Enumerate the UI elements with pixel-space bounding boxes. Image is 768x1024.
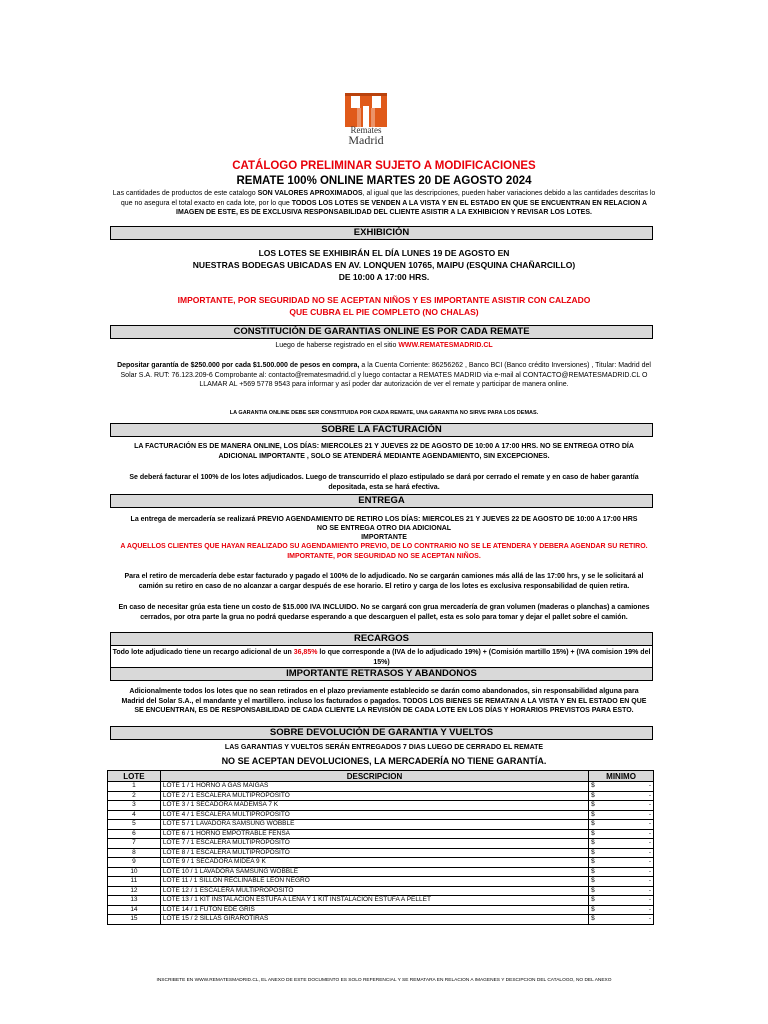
entrega-p1b: NO SE ENTREGA OTRO DIA ADICIONAL [316,525,452,532]
minimum-value: - [648,791,651,799]
column-header-minimo: MINIMO [589,771,654,782]
website-link[interactable]: WWW.REMATESMADRID.CL [398,342,493,349]
table-row [108,886,654,896]
recargos-box [110,645,653,668]
lot-description: LOTE 11 / 1 SILLON RECLINABLE LEON NEGRO [160,877,588,887]
exhibicion-line1: LOS LOTES SE EXHIBIRÁN EL DÍA LUNES 19 DE AGOSTO EN [258,248,510,258]
retrasos-text: Adicionalmente todos los lotes que no sean retirados en el plazo previamente establecido se darán como abandonados, sin responsabilidad alguna para Madrid del Solar S.A., el mandante y el martillero. incluso los facturados o pagados. TODOS LOS BIENES SE REMATAN A LA VISTA Y EN EL ESTADO EN QUE SE ENCUENTRAN, ES DE RESPONSABILIDAD DE CADA CLIENTE LA REVISIÓN DE CADA LOTE EN LOS DÍAS Y HORARIOS PREVISTOS PARA ESTO. [121,688,647,714]
table-row [108,801,654,811]
table-row [108,905,654,915]
recargos-text: Todo lote adjudicado tiene un recargo adicional de un 36,85% lo que corresponde a (IVA de lo adjudicado 19%) + (Comisión martillo 15%) + (IVA comision 19% del 15%) [112,649,651,666]
intro-paragraph: Las cantidades de productos de este catalogo SON VALORES APROXIMADOS, al igual que las descripciones, pueden haber variaciones debido a las cantidades descritas lo que no asegura el total exacto en cada lote, por lo que TODOS LOS LOTES SE VENDEN A LA VISTA Y EN EL ESTADO EN QUE SE ENCUENTRAN EN RELACION A IMAGEN DE ESTE, ES DE EXCLUSIVA RESPONSABILIDAD DEL CLIENTE ASISTIR A LA EXHIBICION Y REVISAR LOS LOTES. [112,190,656,216]
entrega-p3: En caso de necesitar grúa esta tiene un costo de $15.000 IVA INCLUIDO. No se cargará con grua mercadería de gran volumen (maderas o planchas) a camiones cerrados, por otra parte la grua no podrá quedarse esperando a que descarguen el pallet, esta es solo para tomar y dejar el pallet sobre el camión. [118,604,650,621]
devolucion-line2: NO SE ACEPTAN DEVOLUCIONES, LA MERCADERÍA NO TIENE GARANTÍA. [221,756,547,766]
minimum-value: - [648,810,651,818]
exhibicion-warning2: QUE CUBRA EL PIE COMPLETO (NO CHALAS) [289,307,479,317]
minimum-value: - [648,877,651,885]
lot-number: 9 [108,858,161,868]
table-header-row [108,771,654,782]
lot-description: LOTE 9 / 1 SECADORA MIDEA 9 K [160,858,588,868]
currency-symbol: $ [591,905,595,913]
page-title: CATÁLOGO PRELIMINAR SUJETO A MODIFICACIONES [232,160,536,172]
lot-number: 12 [108,886,161,896]
lot-number: 11 [108,877,161,887]
currency-symbol: $ [591,867,595,875]
section-heading-exhibicion: EXHIBICIÓN [110,226,653,240]
exhibicion-line3: DE 10:00 A 17:00 HRS. [338,272,430,282]
lot-number: 14 [108,905,161,915]
lot-minimum [589,839,654,849]
minimum-value: - [648,839,651,847]
minimum-value: - [648,896,651,904]
entrega-p1: La entrega de mercadería se realizará PREVIO AGENDAMIENTO DE RETIRO LOS DÍAS: MIERCOLES 21 Y JUEVES 22 DE AGOSTO DE 10:00 A 17:00 HRS [130,516,638,523]
lot-description: LOTE 12 / 1 ESCALERA MULTIPROPOSITO [160,886,588,896]
lot-number: 13 [108,896,161,906]
section-heading-garantias: CONSTITUCIÓN DE GARANTIAS ONLINE ES POR CADA REMATE [110,325,653,339]
devolucion-line1: LAS GARANTIAS Y VUELTOS SERÁN ENTREGADOS 7 DIAS LUEGO DE CERRADO EL REMATE [224,744,544,751]
table-row [108,848,654,858]
currency-symbol: $ [591,886,595,894]
lot-minimum [589,810,654,820]
currency-symbol: $ [591,915,595,923]
page-subtitle: REMATE 100% ONLINE MARTES 20 DE AGOSTO 2024 [236,175,532,187]
lot-number: 2 [108,791,161,801]
lot-number: 1 [108,782,161,792]
lot-minimum [589,782,654,792]
lot-minimum [589,905,654,915]
table-row [108,896,654,906]
lot-minimum [589,867,654,877]
lot-minimum [589,896,654,906]
currency-symbol: $ [591,858,595,866]
lot-number: 6 [108,829,161,839]
lot-minimum [589,877,654,887]
recargo-percentage: 36,85% [293,649,318,656]
logo-text-remates: Remates [350,125,382,135]
exhibicion-warning1: IMPORTANTE, POR SEGURIDAD NO SE ACEPTAN NIÑOS Y ES IMPORTANTE ASISTIR CON CALZADO [177,295,591,305]
garantias-register: Luego de haberse registrado en el sitio WWW.REMATESMADRID.CL [275,342,493,349]
currency-symbol: $ [591,896,595,904]
minimum-value: - [648,829,651,837]
lot-minimum [589,886,654,896]
lot-minimum [589,858,654,868]
lot-description: LOTE 14 / 1 FUTON EDE GRIS [160,905,588,915]
lot-number: 7 [108,839,161,849]
lot-description: LOTE 1 / 1 HORNO A GAS MAIGAS [160,782,588,792]
lot-number: 5 [108,820,161,830]
table-row [108,829,654,839]
minimum-value: - [648,867,651,875]
table-row [108,820,654,830]
column-header-descripcion: DESCRIPCION [160,771,588,782]
lot-number: 10 [108,867,161,877]
lot-description: LOTE 15 / 2 SILLAS GIRAROTIRAS [160,915,588,925]
lot-minimum [589,848,654,858]
entrega-p1c: IMPORTANTE [361,534,407,541]
minimum-value: - [648,886,651,894]
currency-symbol: $ [591,801,595,809]
garantias-deposit: Depositar garantía de $250.000 por cada $1.500.000 de pesos en compra, a la Cuenta Corriente: 86256262 , Banco BCI (Banco crédito Inversiones) , Titular: Madrid del Solar S.A. RUT: 76.123.209-6 Comprobante al: contacto@rematesmadrid.cl y luego contactar a REMATES MADRID via e-mail al CONTACTO@REMATESMADRID.CL O LLAMAR AL +569 5778 9543 para informar y así poder dar autorización de ver el remate y participar de manera online. [117,362,651,388]
section-heading-facturacion: SOBRE LA FACTURACIÓN [110,423,653,437]
lot-description: LOTE 7 / 1 ESCALERA MULTIPROPOSITO [160,839,588,849]
currency-symbol: $ [591,810,595,818]
lot-number: 8 [108,848,161,858]
minimum-value: - [648,858,651,866]
table-row [108,791,654,801]
lots-table [107,770,654,925]
currency-symbol: $ [591,829,595,837]
remates-madrid-logo [337,93,395,151]
currency-symbol: $ [591,782,595,790]
minimum-value: - [648,782,651,790]
section-heading-devolucion: SOBRE DEVOLUCIÓN DE GARANTIA Y VUELTOS [110,726,653,740]
table-row [108,915,654,925]
section-heading-recargos: RECARGOS [110,632,653,646]
minimum-value: - [648,848,651,856]
lot-description: LOTE 5 / 1 LAVADORA SAMSUNG WOBBLE [160,820,588,830]
section-heading-retrasos: IMPORTANTE RETRASOS Y ABANDONOS [110,667,653,681]
lot-number: 4 [108,810,161,820]
lot-minimum [589,791,654,801]
currency-symbol: $ [591,791,595,799]
table-row [108,867,654,877]
minimum-value: - [648,820,651,828]
garantias-note: LA GARANTIA ONLINE DEBE SER CONSTITUIDA POR CADA REMATE, UNA GARANTIA NO SIRVE PARA LOS DEMAS. [229,410,539,416]
currency-symbol: $ [591,820,595,828]
lot-description: LOTE 2 / 1 ESCALERA MULTIPROPOSITO [160,791,588,801]
table-row [108,782,654,792]
lot-minimum [589,829,654,839]
table-row [108,858,654,868]
table-row [108,839,654,849]
section-heading-entrega: ENTREGA [110,494,653,508]
minimum-value: - [648,905,651,913]
facturacion-p2: Se deberá facturar el 100% de los lotes adjudicados. Luego de transcurrido el plazo estipulado se dará por cerrado el remate y en caso de haber garantía depositada, esta se hará efectiva. [129,474,639,491]
minimum-value: - [648,801,651,809]
entrega-warning: A AQUELLOS CLIENTES QUE HAYAN REALIZADO SU AGENDAMIENTO PREVIO, DE LO CONTRARIO NO SE LE ATENDERA Y DEBERA AGENDAR SU RETIRO. IMPORTANTE, POR SEGURIDAD NO SE ACEPTAN NIÑOS. [120,543,648,560]
lot-number: 15 [108,915,161,925]
footer-note: INSCRIBETE EN WWW.REMATESMADRID.CL, EL ANEXO DE ESTE DOCUMENTO ES SOLO REFERENCIAL Y SE REMATARA EN RELACION A IMAGENES Y DESCIPCION DEL CATALOGO, NO DEL ANEXO [156,978,612,983]
lots-table-body [108,782,654,925]
lot-description: LOTE 8 / 1 ESCALERA MULTIPROPOSITO [160,848,588,858]
currency-symbol: $ [591,839,595,847]
table-row [108,810,654,820]
lot-minimum [589,820,654,830]
lot-description: LOTE 13 / 1 KIT INSTALACION ESTUFA A LEÑA Y 1 KIT INSTALACION ESTUFA A PELLET [160,896,588,906]
lot-description: LOTE 6 / 1 HORNO EMPOTRABLE FENSA [160,829,588,839]
entrega-p2: Para el retiro de mercadería debe estar facturado y pagado el 100% de lo adjudicado. No se cargarán camiones más allá de las 17:00 hrs, y se le solicitará al camión su retiro en caso de no alcanzar a cargar después de ese horario. El retiro y carga de los lotes es exclusiva responsabilidad de quien retira. [124,573,644,590]
currency-symbol: $ [591,848,595,856]
column-header-lote: LOTE [108,771,161,782]
lot-minimum [589,915,654,925]
logo-text-madrid: Madrid [348,133,384,147]
lot-description: LOTE 10 / 1 LAVADORA SAMSUNG WOBBLE [160,867,588,877]
minimum-value: - [648,915,651,923]
lot-number: 3 [108,801,161,811]
lot-minimum [589,801,654,811]
table-row [108,877,654,887]
exhibicion-line2: NUESTRAS BODEGAS UBICADAS EN AV. LONQUEN 10765, MAIPU (ESQUINA CHAÑARCILLO) [192,260,576,270]
currency-symbol: $ [591,877,595,885]
lot-description: LOTE 3 / 1 SECADORA MADEMSA 7 K [160,801,588,811]
facturacion-p1: LA FACTURACIÓN ES DE MANERA ONLINE, LOS DÍAS: MIERCOLES 21 Y JUEVES 22 DE AGOSTO DE 10:00 A 17:00 HRS. NO SE ENTREGA OTRO DÍA ADICIONAL IMPORTANTE , SOLO SE ATENDERÁ MEDIANTE AGENDAMIENTO, SIN EXCEPCIONES. [134,443,634,460]
lot-description: LOTE 4 / 1 ESCALERA MULTIPROPOSITO [160,810,588,820]
